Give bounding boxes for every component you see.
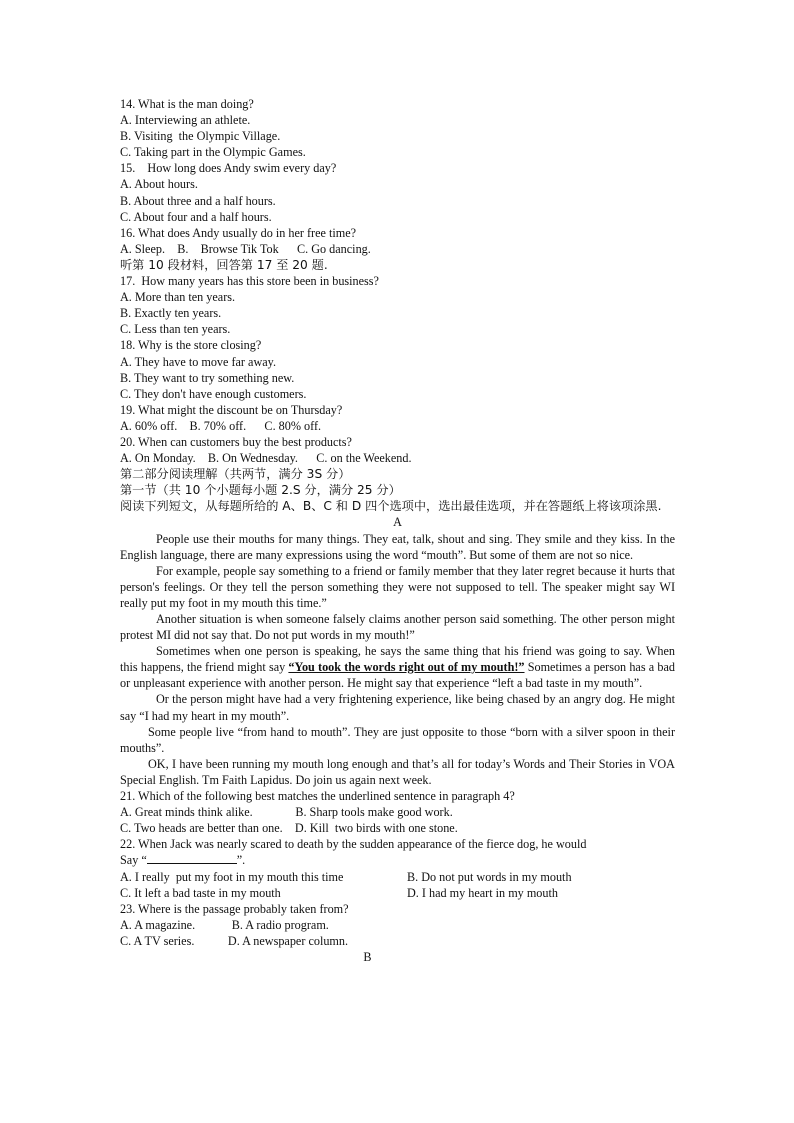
question-22 xyxy=(120,836,675,900)
listening-questions-17-20 xyxy=(120,273,675,466)
part2-section1-heading: 第一节（共 10 个小题每小题 2.S 分，满分 25 分） xyxy=(120,483,401,498)
paragraph-1: People use their mouths for many things. They eat, talk, shout and sing. They smile and they kiss. In the English language, there are many expressions using the word “mouth”. But some of them are not so nice. xyxy=(120,531,675,562)
text-line: C. Less than ten years. xyxy=(120,322,231,337)
say-line xyxy=(120,852,675,868)
question-21 xyxy=(120,788,675,836)
text-line: C. About four and a half hours. xyxy=(120,209,272,224)
say-prefix: Say “ xyxy=(120,853,147,868)
text-line: A. On Monday. B. On Wednesday. C. on the Weekend. xyxy=(120,451,412,466)
text-line: B. Exactly ten years. xyxy=(120,306,222,321)
paragraph-5: Or the person might have had a very frightening experience, like being chased by an angry dog. He might say “I had my heart in my mouth”. xyxy=(120,692,675,723)
passage-a xyxy=(120,531,675,789)
text-line: 14. What is the man doing? xyxy=(120,97,254,111)
options-line: C. Two heads are better than one. D. Kill two birds with one stone. xyxy=(120,821,458,836)
say-suffix: ”. xyxy=(236,853,246,868)
paragraph-7: OK, I have been running my mouth long enough and that’s all for today’s Words and Their Stories in VOA Special English. Tm Faith Lapidus. Do join us again next week. xyxy=(120,756,675,787)
text-line: 16. What does Andy usually do in her free time? xyxy=(120,225,357,240)
text-line: B. Visiting the Olympic Village. xyxy=(120,129,281,144)
option-b: B. Do not put words in my mouth xyxy=(407,869,572,884)
text-line: A. Sleep. B. Browse Tik Tok C. Go dancing. xyxy=(120,241,371,256)
text-line: A. More than ten years. xyxy=(120,290,236,305)
options-line: A. Great minds think alike. B. Sharp tools make good work. xyxy=(120,805,453,820)
question-stem: 22. When Jack was nearly scared to death by the sudden appearance of the fierce dog, he would xyxy=(120,837,587,852)
passage-a-label: A xyxy=(393,515,402,530)
instruction-material-10: 听第 10 段材料，回答第 17 至 20 题. xyxy=(120,257,328,272)
answer-blank xyxy=(147,852,237,864)
options-row xyxy=(120,869,675,885)
text-line: C. Taking part in the Olympic Games. xyxy=(120,145,306,160)
underlined-sentence: “You took the words right out of my mouth!” xyxy=(288,660,525,675)
paragraph-4-end: Sometimes a person has a bad or unpleasant experience with another person. He might say that experience “left a bad taste in my mouth”. xyxy=(120,660,675,691)
question-stem: 23. Where is the passage probably taken from? xyxy=(120,901,349,916)
paragraph-4 xyxy=(120,643,675,691)
text-line: A. 60% off. B. 70% off. C. 80% off. xyxy=(120,418,322,433)
question-23 xyxy=(120,901,675,949)
text-line: A. They have to move far away. xyxy=(120,354,277,369)
part2-title: 第二部分阅读理解（共两节，满分 3S 分） xyxy=(120,467,351,482)
text-line: 19. What might the discount be on Thursday? xyxy=(120,402,343,417)
text-line: 20. When can customers buy the best products? xyxy=(120,434,352,449)
option-d: D. I had my heart in my mouth xyxy=(407,885,558,900)
options-line: C. A TV series. D. A newspaper column. xyxy=(120,933,349,948)
text-line: 15. How long does Andy swim every day? xyxy=(120,161,337,176)
options-line: A. A magazine. B. A radio program. xyxy=(120,917,329,932)
listening-questions-14-16 xyxy=(120,96,675,257)
exam-page xyxy=(120,96,675,965)
text-line: B. About three and a half hours. xyxy=(120,193,276,208)
part2-instruction: 阅读下列短文，从每题所给的 A、B、C 和 D 四个选项中，选出最佳选项，并在答题纸上将该项涂黑. xyxy=(120,499,662,514)
text-line: 17. How many years has this store been in business? xyxy=(120,274,379,289)
text-line: A. Interviewing an athlete. xyxy=(120,113,251,128)
options-row xyxy=(120,885,675,901)
option-a: A. I really put my foot in my mouth this time xyxy=(120,869,344,884)
question-stem: 21. Which of the following best matches the underlined sentence in paragraph 4? xyxy=(120,789,515,804)
paragraph-4-start: Sometimes when one person is speaking, he says the same thing that his friend was going to say. When this happens, the friend might say xyxy=(120,644,675,675)
paragraph-6: Some people live “from hand to mouth”. They are just opposite to those “born with a silver spoon in their mouths”. xyxy=(120,724,675,755)
paragraph-3: Another situation is when someone falsely claims another person said something. The other person might protest MI did not say that. Do not put words in my mouth!” xyxy=(120,612,675,643)
text-line: B. They want to try something new. xyxy=(120,370,295,385)
option-c: C. It left a bad taste in my mouth xyxy=(120,885,281,900)
text-line: 18. Why is the store closing? xyxy=(120,338,262,353)
text-line: A. About hours. xyxy=(120,177,198,192)
passage-b-label: B xyxy=(363,949,372,964)
paragraph-2: For example, people say something to a friend or family member that they later regret because it hurts that person's feelings. Or they tell the person something they were not supposed to tell. The speaker might say WI really put my foot in my mouth this time.” xyxy=(120,563,675,610)
text-line: C. They don't have enough customers. xyxy=(120,386,307,401)
